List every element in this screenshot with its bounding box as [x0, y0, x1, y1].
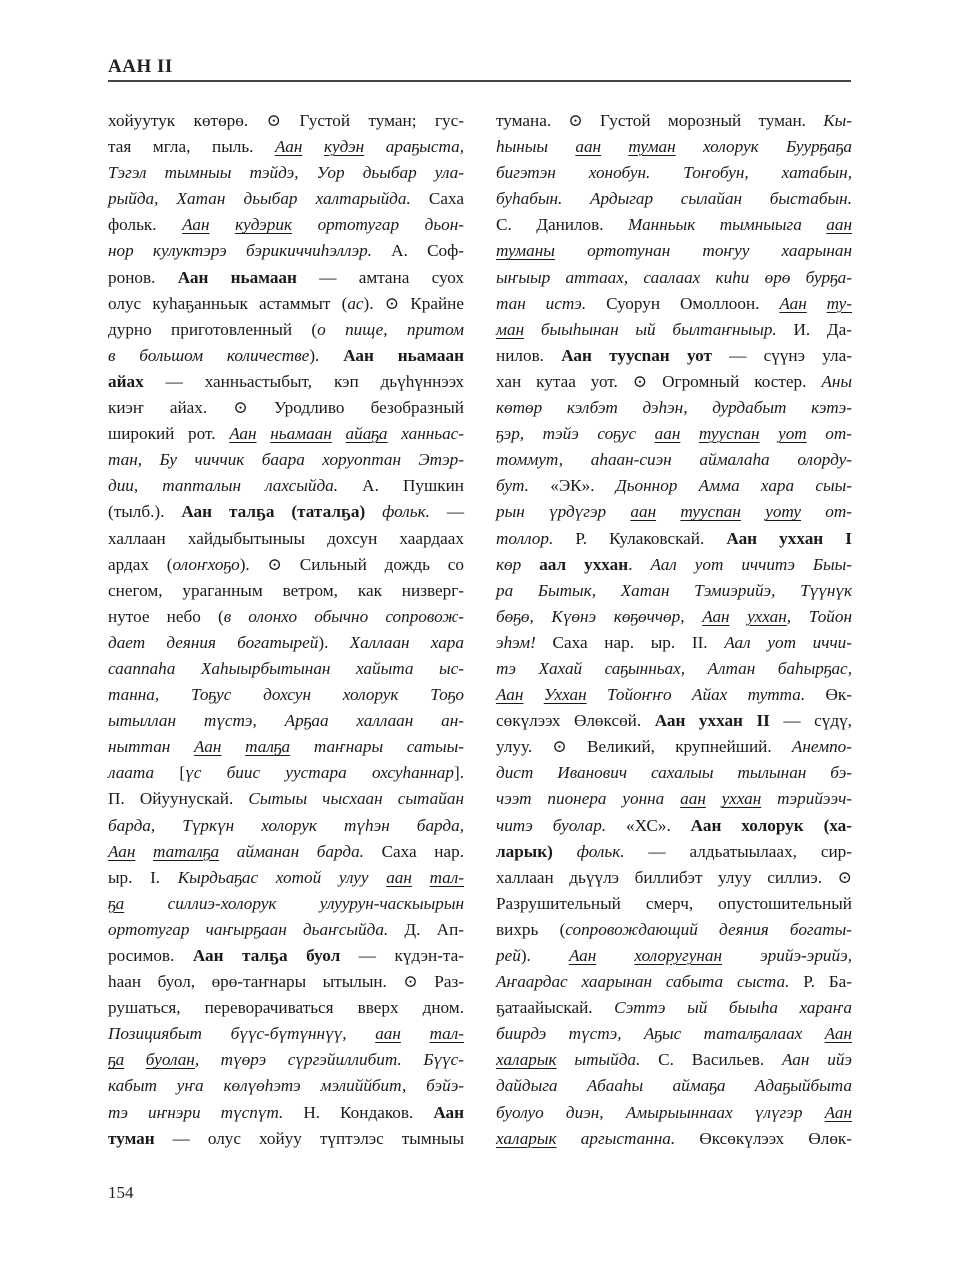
text-line: [496, 786, 852, 812]
text-segment: Р. Кулаковскай.: [553, 528, 727, 548]
text-segment: (тылб.).: [108, 502, 182, 522]
text-segment: бут.: [496, 476, 529, 496]
text-segment: тэ Хахай саҕынньах, Алтан баһырҕас,: [496, 658, 852, 678]
header-rule-divider: [108, 80, 851, 82]
example-keyword: Аан: [702, 606, 730, 626]
text-segment: от-: [806, 424, 853, 444]
text-line: [496, 317, 852, 343]
text-line: [108, 865, 464, 891]
text-segment: рын үрдүгэр: [496, 502, 631, 522]
text-line: [108, 317, 464, 343]
text-segment: рушаться, переворачиваться вверх дном.: [108, 998, 464, 1018]
text-segment: барда, Түркүн холорук түһэн барда,: [108, 815, 464, 835]
text-segment: [730, 607, 748, 626]
text-segment: танна, Тоҕус дохсун холорук Тоҕо: [108, 685, 464, 705]
text-segment: сопровождающий деяния богаты-: [565, 919, 852, 939]
text-line: [496, 499, 852, 525]
text-segment: И. Да-: [776, 319, 852, 339]
text-line: [496, 917, 852, 943]
headword: Аан ньамаан: [177, 267, 297, 287]
text-segment: в большом количестве: [108, 345, 310, 365]
text-segment: фольк.: [108, 215, 183, 235]
text-segment: улуу. ⊙ Великий, крупнейший.: [496, 737, 792, 757]
text-segment: — амтана суох: [296, 267, 464, 287]
text-segment: ). ⊙ Сильный дождь со: [239, 554, 464, 574]
text-segment: ). ⊙ Крайне: [363, 293, 464, 313]
text-segment: [656, 502, 680, 521]
example-keyword: аан: [680, 789, 706, 809]
text-line: [108, 186, 464, 212]
text-segment: киэҥ айах. ⊙ Уродливо безобразный: [108, 398, 464, 418]
text-segment: «ЭК».: [528, 476, 616, 496]
text-segment: томмут, аһаан-сиэн аймалаһа олорду-: [496, 450, 852, 470]
text-segment: [741, 502, 765, 521]
text-line: [108, 578, 464, 604]
text-line: [496, 186, 852, 212]
text-segment: дает деяния богатырей: [108, 632, 319, 652]
text-line: [108, 265, 464, 291]
text-segment: тан истэ.: [496, 293, 587, 313]
text-segment: ронов.: [108, 267, 178, 287]
text-segment: ортотунан тоҥуу хаарынан: [554, 241, 852, 261]
example-keyword: ҕа: [108, 893, 125, 913]
text-segment: Аны: [821, 371, 852, 391]
text-line: [108, 473, 464, 499]
example-keyword: уот: [778, 424, 807, 444]
text-segment: [523, 685, 543, 704]
example-keyword: туусnан: [680, 502, 741, 522]
text-segment: сөкүлээх Өлөксөй.: [496, 711, 655, 731]
text-line: [496, 552, 852, 578]
example-keyword: туусnан: [698, 424, 760, 444]
text-line: [108, 1047, 464, 1073]
text-segment: айманан барда.: [219, 841, 364, 861]
example-keyword: таталҕа: [152, 841, 220, 861]
text-segment: ас: [347, 293, 364, 313]
text-line: [108, 943, 464, 969]
text-segment: толлор.: [496, 528, 554, 548]
text-segment: в олонхо обычно сопровож-: [223, 606, 465, 626]
text-line: [496, 526, 852, 552]
text-segment: ардах (: [108, 554, 173, 574]
text-segment: чээт пионера уонна: [496, 789, 681, 809]
text-segment: буолуо диэн, Амырыыннаах үлүгэр: [496, 1102, 825, 1122]
text-segment: — ханньастыбыт, кэп дьүһүннээх: [143, 371, 464, 391]
text-line: [496, 291, 852, 317]
text-line: [496, 1047, 852, 1073]
text-segment: лаата: [108, 763, 155, 783]
text-segment: росимов.: [108, 946, 193, 965]
example-keyword: Аан: [779, 293, 807, 313]
text-segment: силлиэ-холорук улуурун-часкыырын: [124, 893, 464, 913]
headword: туман: [108, 1128, 155, 1148]
text-segment: ҕэр, тэйэ соҕус: [496, 424, 655, 444]
text-segment: һаан буол, өрө-таҥнары ытылын. ⊙ Раз-: [108, 972, 464, 992]
text-line: [108, 708, 464, 734]
text-segment: Н. Кондаков.: [283, 1102, 434, 1122]
text-line: [496, 343, 852, 369]
text-segment: ытыйда.: [556, 1050, 641, 1070]
example-keyword: туман: [628, 137, 676, 157]
text-segment: — алдьатыылаах, сир-: [624, 841, 852, 861]
text-segment: ыҥыыр аттаах, саалаах киһи өрө бурҕа-: [496, 267, 852, 287]
example-keyword: Аан: [568, 946, 597, 965]
text-segment: олоҥхоҕо: [172, 554, 240, 574]
text-line: [108, 238, 464, 264]
text-line: [108, 734, 464, 760]
text-line: [108, 369, 464, 395]
example-keyword: буолан: [145, 1050, 195, 1070]
text-segment: рыйда, Хатан дьыбар халтарыйда.: [108, 189, 411, 209]
text-segment: [706, 789, 722, 808]
headword: Аан ньамаан: [343, 345, 464, 365]
text-segment: ).: [309, 345, 344, 365]
text-line: [108, 1073, 464, 1099]
text-segment: дурно приготовленный (: [108, 319, 318, 339]
text-line: [108, 917, 464, 943]
text-line: [496, 578, 852, 604]
example-keyword: талҕа: [245, 737, 291, 757]
text-segment: Халлаан хара: [349, 632, 464, 652]
text-segment: биирдэ түстэ, Аҕыс таталҕалаах: [496, 1024, 825, 1044]
text-segment: читэ буолар.: [496, 815, 607, 835]
headword: Аан уххан II: [654, 711, 770, 731]
example-keyword: айаҕа: [345, 424, 388, 444]
text-line: [496, 1126, 852, 1152]
text-segment: Суорун Омоллоон.: [586, 293, 780, 313]
text-segment: ханньас-: [387, 424, 465, 444]
left-text-column: [108, 108, 464, 1152]
headword: Аан холорук (ха-: [690, 815, 852, 835]
text-segment: холорук Буурҕаҕа: [675, 137, 853, 157]
text-segment: [135, 842, 153, 861]
text-line: [108, 682, 464, 708]
headword: Аан: [433, 1102, 464, 1122]
text-segment: [760, 424, 779, 443]
text-segment: Д. Ап-: [388, 919, 464, 939]
text-line: [108, 969, 464, 995]
text-line: [108, 1100, 464, 1126]
text-segment: «ХС».: [606, 815, 691, 835]
example-keyword: халарык: [496, 1128, 557, 1148]
example-keyword: аан: [386, 867, 412, 887]
text-segment: .: [628, 554, 651, 574]
headword: Аан уххан I: [726, 528, 852, 548]
text-segment: таҥнары сатыы-: [290, 737, 464, 757]
text-segment: тэрийээч-: [761, 789, 852, 809]
text-segment: араҕыста,: [364, 137, 464, 157]
text-line: [108, 499, 464, 525]
text-line: [108, 995, 464, 1021]
headword: Аан талҕа буол: [192, 946, 341, 965]
text-line: [108, 421, 464, 447]
text-line: [496, 395, 852, 421]
example-keyword: Аан: [275, 137, 303, 157]
example-keyword: тал-: [429, 1024, 464, 1044]
text-segment: [124, 1050, 146, 1069]
text-segment: Аал уот иччи-: [724, 632, 852, 652]
text-segment: широкий рот.: [108, 424, 230, 444]
text-line: [108, 108, 464, 134]
text-line: [496, 160, 852, 186]
text-segment: аргыстанна.: [556, 1128, 676, 1148]
text-line: [108, 604, 464, 630]
text-segment: Сытыы чысхаан сытайан: [248, 789, 464, 809]
text-segment: Манньык тымныыга: [628, 215, 827, 235]
example-keyword: холоругунан: [634, 946, 723, 965]
text-line: [496, 708, 852, 734]
text-line: [108, 395, 464, 421]
example-keyword: уххан: [721, 789, 762, 809]
text-segment: фольк.: [365, 502, 430, 522]
example-keyword: аан: [654, 424, 681, 444]
text-segment: от-: [801, 502, 853, 522]
text-segment: ра Бытык, Хатан Тэмиэрийэ, Түүнүк: [496, 580, 852, 600]
example-keyword: ньамаан: [270, 424, 332, 444]
text-segment: Саха нар. ыр. II.: [535, 632, 725, 652]
headword: айах: [108, 371, 144, 391]
text-segment: [210, 215, 236, 234]
example-keyword: кудэн: [324, 137, 365, 157]
text-segment: С. Данилов.: [496, 215, 629, 235]
text-segment: хан кутаа уот. ⊙ Огромный костер.: [496, 371, 822, 391]
text-segment: ортотугар чаҥырҕаан дьаҥсыйда.: [108, 919, 389, 939]
text-line: [108, 291, 464, 317]
text-segment: ныттан: [108, 737, 195, 757]
text-segment: , Тойон: [786, 606, 852, 626]
text-segment: Дьоннор Амма хара сыы-: [615, 476, 853, 496]
text-segment: снегом, ураганным ветром, как низверг-: [108, 580, 464, 600]
example-keyword: Аан: [824, 1102, 852, 1122]
text-segment: дайдыга Абааһы аймаҕа Адаҕыйбыта: [496, 1076, 852, 1096]
text-segment: Сэттэ ый быыһа хараҥа: [614, 998, 852, 1018]
text-segment: Тойоҥҥо Айах тутта.: [586, 685, 806, 705]
text-line: [496, 447, 852, 473]
text-segment: быыһынан ый былтаҥныыр.: [524, 319, 777, 339]
text-segment: — сүүнэ ула-: [711, 345, 852, 365]
text-line: [496, 682, 852, 708]
text-line: [496, 630, 852, 656]
text-segment: Кырдьаҕас хотой улуу: [177, 867, 387, 887]
text-segment: бөҕө, Күөнэ көҕөччөр,: [496, 606, 703, 626]
text-segment: тая мгла, пыль.: [108, 137, 276, 157]
text-segment: А. Соф-: [371, 241, 464, 261]
text-line: [496, 760, 852, 786]
example-keyword: аан: [630, 502, 657, 522]
text-segment: [807, 294, 827, 313]
example-keyword: Аан: [182, 215, 210, 235]
text-line: [108, 891, 464, 917]
text-segment: һыныы: [496, 137, 576, 157]
example-keyword: ман: [496, 319, 525, 339]
example-keyword: Аан: [108, 841, 136, 861]
text-segment: Аал уот иччитэ Быы-: [650, 554, 853, 574]
text-line: [108, 786, 464, 812]
text-segment: Р. Ба-: [789, 972, 852, 992]
text-line: [496, 813, 852, 839]
text-segment: тумана. ⊙ Густой морозный туман.: [496, 111, 824, 130]
text-segment: — күдэн-та-: [340, 946, 464, 965]
text-segment: нор кулуктэрэ бэрикиччиһэллэр.: [108, 241, 372, 261]
text-line: [108, 552, 464, 578]
example-keyword: Аан: [194, 737, 222, 757]
text-segment: [: [154, 763, 186, 783]
example-keyword: уоту: [765, 502, 802, 522]
text-segment: С. Васильев.: [640, 1050, 783, 1070]
text-line: [108, 343, 464, 369]
text-segment: Разрушительный смерч, опустошительный: [496, 893, 852, 913]
text-segment: — сүдү,: [769, 711, 852, 731]
text-segment: [412, 868, 430, 887]
text-segment: ортотугар дьон-: [292, 215, 464, 235]
right-text-column: [496, 108, 852, 1152]
text-line: [496, 891, 852, 917]
text-line: [496, 108, 852, 134]
text-line: [108, 1126, 464, 1152]
text-segment: ).: [520, 946, 569, 965]
headword: Аан туусnан уот: [561, 345, 712, 365]
text-line: [496, 265, 852, 291]
text-segment: халлаан дьүүлэ биллибэт улуу силлиэ. ⊙: [496, 867, 852, 887]
text-segment: [596, 946, 634, 965]
text-segment: Өксөкүлээх Өлөк-: [675, 1128, 852, 1148]
text-line: [496, 473, 852, 499]
text-line: [108, 813, 464, 839]
text-segment: фольк.: [552, 841, 625, 861]
text-segment: кабыт уҥа көлүөһэтэ мэлиййбит, бэйэ-: [108, 1076, 464, 1096]
example-keyword: халарык: [496, 1050, 557, 1070]
example-keyword: Уххан: [543, 685, 587, 705]
text-segment: Аан ийэ: [782, 1050, 853, 1070]
example-keyword: аан: [375, 1024, 401, 1044]
text-segment: Саха нар.: [363, 841, 464, 861]
text-line: [108, 160, 464, 186]
text-segment: эрийэ-эрийэ,: [722, 946, 852, 965]
text-segment: [680, 424, 699, 443]
text-segment: ҕатаайыскай.: [496, 998, 615, 1018]
text-line: [496, 421, 852, 447]
example-keyword: уххан: [747, 606, 787, 626]
text-line: [108, 839, 464, 865]
headword: аал уххан: [539, 554, 629, 574]
text-line: [496, 369, 852, 395]
example-keyword: аан: [826, 215, 852, 235]
text-segment: о пище, притом: [317, 319, 464, 339]
text-line: [496, 238, 852, 264]
text-line: [108, 656, 464, 682]
text-segment: [257, 424, 271, 443]
text-line: [496, 839, 852, 865]
example-keyword: Аан: [496, 685, 524, 705]
text-segment: — олус хойуу түптэлэс тымныы: [154, 1128, 464, 1148]
text-segment: , түөрэ сүргэйиллибит. Бүүс-: [194, 1050, 465, 1070]
text-segment: көр: [496, 554, 540, 574]
text-line: [496, 656, 852, 682]
text-segment: Өк-: [805, 685, 852, 705]
text-segment: Анемпо-: [791, 737, 852, 757]
text-segment: ыр. I.: [108, 867, 178, 887]
text-line: [108, 760, 464, 786]
text-line: [496, 604, 852, 630]
text-segment: тан, Бу чиччик баара хоруоптан Этэр-: [108, 450, 464, 470]
text-segment: [332, 424, 346, 443]
text-line: [108, 212, 464, 238]
headword: Аан талҕа (таталҕа): [181, 502, 366, 522]
example-keyword: ту-: [826, 293, 852, 313]
text-line: [108, 134, 464, 160]
example-keyword: кудэрик: [235, 215, 292, 235]
text-segment: П. Ойуунускай.: [108, 789, 249, 809]
text-line: [496, 865, 852, 891]
text-segment: нилов.: [496, 345, 562, 365]
text-segment: Кы-: [823, 111, 852, 130]
text-segment: вихрь (: [496, 919, 566, 939]
example-keyword: Аан: [824, 1024, 852, 1044]
text-segment: дии, тапталын лахсыйда.: [108, 476, 339, 496]
text-segment: Позициябыт бүүс-бүтүннүү,: [108, 1024, 376, 1044]
text-line: [108, 1021, 464, 1047]
text-line: [496, 943, 852, 969]
headword: ларык): [496, 841, 553, 861]
text-segment: нутое небо (: [108, 606, 224, 626]
text-segment: [221, 737, 245, 756]
running-head: ААН II: [108, 56, 173, 77]
text-line: [496, 1100, 852, 1126]
text-segment: ].: [453, 763, 464, 783]
text-segment: А. Пушкин: [338, 476, 465, 496]
text-segment: бигэтэн хонобун. Тоҥобун, хатабын,: [496, 163, 852, 183]
text-segment: халлаан хайдыбытыныы дохсун хаардаах: [108, 528, 464, 548]
text-segment: ытыллан түстэ, Арҕаа халлаан ан-: [108, 711, 464, 731]
text-segment: рей: [496, 946, 521, 965]
text-segment: буһабын. Ардыгар сылайан быстабын.: [496, 189, 852, 209]
text-line: [496, 134, 852, 160]
text-segment: ).: [318, 632, 350, 652]
text-segment: хойуутук көтөрө. ⊙ Густой туман; гус-: [108, 111, 464, 130]
text-segment: көтөр кэлбэт дэһэн, дурдабыт кэтэ-: [496, 398, 852, 418]
text-segment: Аҥаардас хаарынан сабыта сыста.: [496, 972, 790, 992]
text-line: [108, 526, 464, 552]
text-segment: [302, 137, 324, 156]
page-number: 154: [108, 1183, 134, 1202]
text-segment: [401, 1024, 430, 1043]
text-line: [496, 212, 852, 238]
text-line: [496, 969, 852, 995]
text-line: [496, 1021, 852, 1047]
example-keyword: Аан: [229, 424, 257, 444]
text-line: [108, 630, 464, 656]
text-segment: сааппаһа Хаһыырбытынан хайыта ыс-: [108, 658, 464, 678]
example-keyword: тал-: [429, 867, 464, 887]
text-segment: [601, 137, 628, 156]
text-segment: олус куһаҕанньык астаммыт (: [108, 293, 348, 313]
text-line: [496, 995, 852, 1021]
example-keyword: аан: [575, 137, 602, 157]
text-segment: —: [429, 502, 465, 522]
text-segment: Тэгэл тымныы тэйдэ, Уор дьыбар ула-: [108, 163, 464, 183]
text-segment: тэ иҥнэри түспүт.: [108, 1102, 284, 1122]
text-line: [108, 447, 464, 473]
text-line: [496, 1073, 852, 1099]
example-keyword: туманы: [496, 241, 555, 261]
text-segment: эһэм!: [496, 632, 536, 652]
text-segment: Саха: [410, 189, 464, 209]
text-line: [496, 734, 852, 760]
example-keyword: ҕа: [108, 1050, 125, 1070]
text-segment: дист Иванович сахалыы тылынан бэ-: [496, 763, 852, 783]
text-segment: үс биис уустара охсуһаннар: [185, 763, 454, 783]
